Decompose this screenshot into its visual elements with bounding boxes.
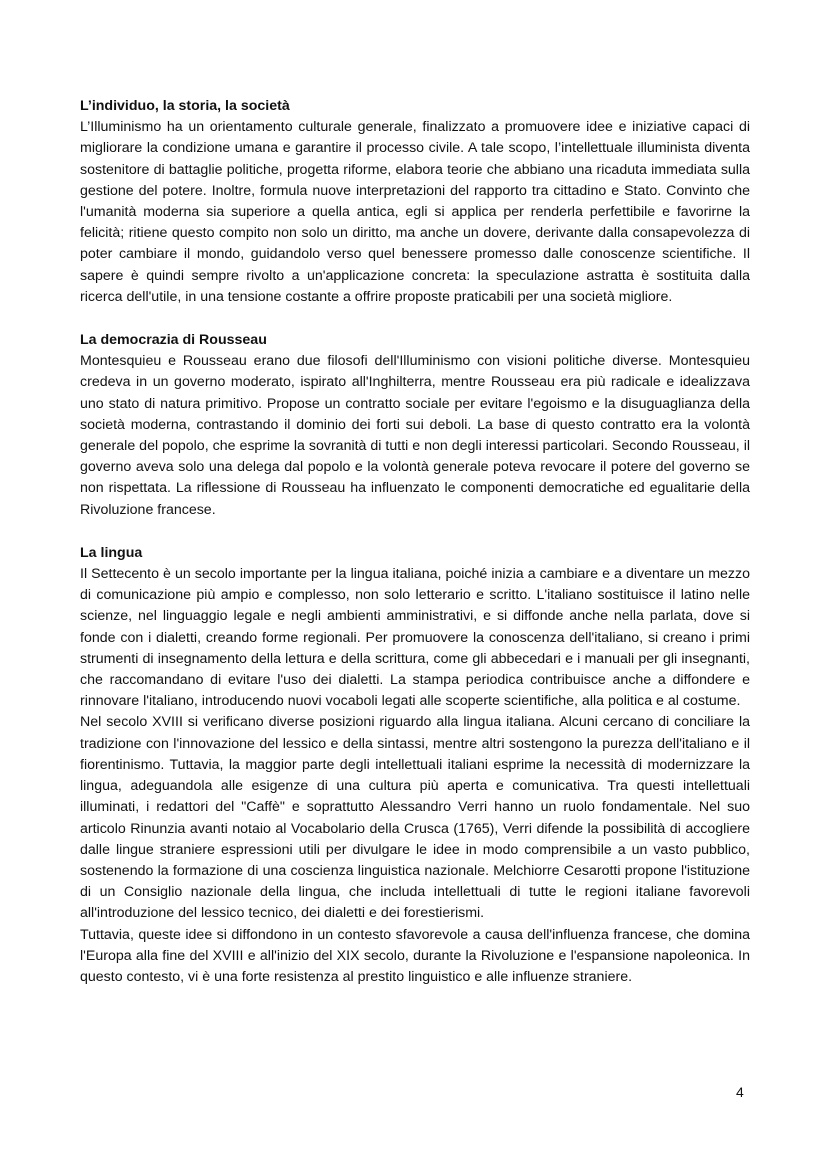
paragraph: Montesquieu e Rousseau erano due filosofi dell'Illuminismo con visioni politiche diverse. Montesquieu credeva in un governo moderato, ispirato all'Inghilterra, mentre Rousseau era più radicale e idealizzava uno stato di natura primitivo. Propose un contratto sociale per evitare l'egoismo e la disuguaglianza della società moderna, contrastando il dominio dei forti sui deboli. La base di questo contratto era la volontà generale del popolo, che esprime la sovranità di tutti e non degli interessi particolari. Secondo Rousseau, il governo aveva solo una delega dal popolo e la volontà generale poteva revocare il potere del governo se non rispettata. La riflessione di Rousseau ha influenzato le componenti democratiche ed egualitarie della Rivoluzione francese. [80,353,750,518]
paragraph: Tuttavia, queste idee si diffondono in un contesto sfavorevole a causa dell'influenza francese, che domina l'Europa alla fine del XVIII e all'inizio del XIX secolo, durante la Rivoluzione e l'espansione napoleonica. In questo contesto, vi è una forte resistenza al prestito linguistico e alle influenze straniere. [80,926,750,985]
paragraph: L’Illuminismo ha un orientamento culturale generale, finalizzato a promuovere idee e iniziative capaci di migliorare la condizione umana e garantire il processo civile. A tale scopo, l’intellettuale illuminista diventa sostenitore di battaglie politiche, progetta riforme, elabora teorie che abbiano una ricaduta immediata sulla gestione del potere. Inoltre, formula nuove interpretazioni del rapporto tra cittadino e Stato. Convinto che l'umanità moderna sia superiore a quella antica, egli si applica per renderla perfettibile e favorirne la felicità; ritiene questo compito non solo un diritto, ma anche un dovere, derivante dalla consapevolezza di poter cambiare il mondo, guidandolo verso quel benessere promesso dalle conoscenze scientifiche. Il sapere è quindi sempre rivolto a un'applicazione concreta: la speculazione astratta è sostituita dalla ricerca dell'utile, in una tensione costante a offrire proposte praticabili per una società migliore. [80,119,750,305]
section-title: La democrazia di Rousseau [80,332,267,349]
paragraph: Il Settecento è un secolo importante per la lingua italiana, poiché inizia a cambiare e a diventare un mezzo di comunicazione più ampio e complesso, non solo letterario e scritto. L'italiano sostituisce il latino nelle scienze, nel linguaggio legale e negli ambienti amministrativi, e si diffonde anche nella parlata, dove si fonde con i dialetti, creando forme regionali. Per promuovere la conoscenza dell'italiano, si creano i primi strumenti di insegnamento della lettura e della scrittura, come gli abbecedari e i manuali per gli insegnanti, che raccomandano di evitare l'uso dei dialetti. La stampa periodica contribuisce anche a diffondere e rinnovare l'italiano, introducendo nuovi vocaboli legati alle scoperte scientifiche, alla politica e al costume. [80,566,750,710]
section-lingua [80,543,750,988]
section-individuo [80,96,750,308]
section-rousseau [80,330,750,521]
document-page [80,96,750,1010]
section-title: La lingua [80,544,143,561]
page-number: 4 [736,1084,744,1100]
section-title: L’individuo, la storia, la società [80,98,290,114]
paragraph: Nel secolo XVIII si verificano diverse posizioni riguardo alla lingua italiana. Alcuni cercano di conciliare la tradizione con l'innovazione del lessico e della sintassi, mentre altri sostengono la purezza dell'italiano e il fiorentinismo. Tuttavia, la maggior parte degli intellettuali italiani esprime la necessità di modernizzare la lingua, adeguandola alle esigenze di una cultura più aperta e comunicativa. Tra questi intellettuali illuminati, i redattori del "Caffè" e soprattutto Alessandro Verri hanno un ruolo fondamentale. Nel suo articolo Rinunzia avanti notaio al Vocabolario della Crusca (1765), Verri difende la possibilità di accogliere dalle lingue straniere espressioni utili per divulgare le idee in modo comprensibile a un vasto pubblico, sostenendo la formazione di una coscienza linguistica nazionale. Melchiorre Cesarotti propone l'istituzione di un Consiglio nazionale della lingua, che includa intellettuali di tutte le regioni italiane favorevoli all'introduzione del lessico tecnico, dei dialetti e dei forestierismi. [80,714,750,922]
